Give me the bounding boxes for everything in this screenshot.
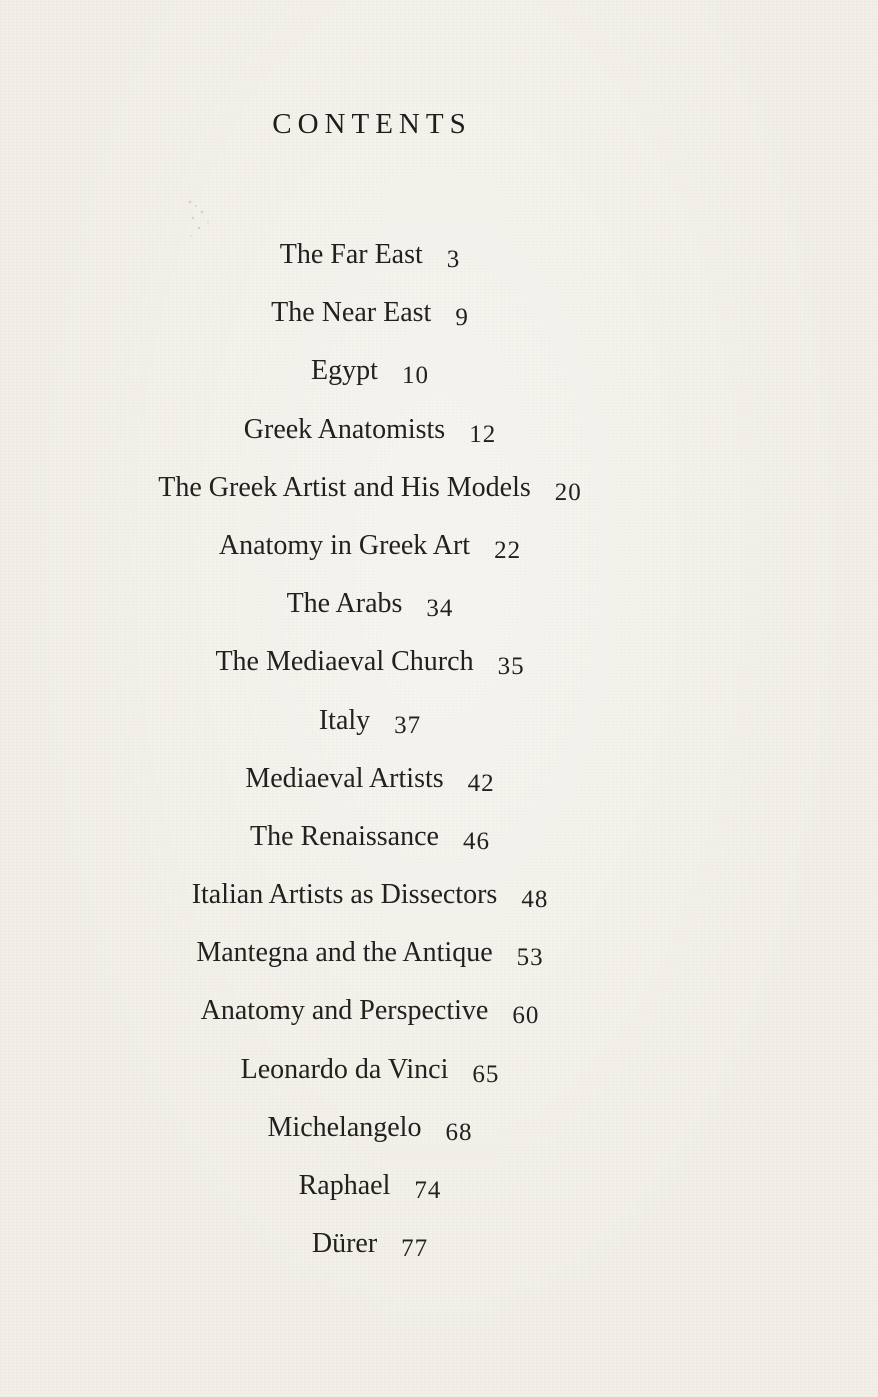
contents-heading: CONTENTS: [272, 108, 472, 140]
toc-entry-page: 20: [554, 478, 582, 506]
toc-entry: [0, 982, 740, 1040]
toc-entry-page: 74: [414, 1177, 442, 1204]
toc-entry: [0, 750, 740, 808]
toc-entry-title: Anatomy in Greek Art: [218, 529, 471, 561]
toc-entry-page: 77: [401, 1235, 429, 1263]
toc-entry-page: 68: [445, 1118, 473, 1146]
toc-entry-page: 37: [394, 711, 422, 739]
toc-entry-page: 10: [401, 362, 429, 390]
toc-entry-page: 46: [462, 827, 490, 855]
toc-entry-title: Raphael: [298, 1170, 391, 1201]
toc-entry-page: 22: [494, 536, 522, 564]
toc-entry: [0, 1041, 740, 1099]
toc-entry: [0, 459, 740, 517]
toc-entry-title: The Greek Artist and His Models: [158, 471, 531, 503]
toc-entry: [0, 1157, 740, 1215]
toc-entry: [0, 401, 740, 459]
toc-entry-page: 3: [446, 246, 461, 273]
toc-entry-title: Dürer: [311, 1228, 378, 1260]
toc-entry-page: 60: [512, 1002, 540, 1030]
toc-entry: [0, 808, 740, 866]
toc-entry: [0, 1215, 740, 1273]
toc-entry-title: Greek Anatomists: [243, 413, 446, 445]
toc-entry: [0, 226, 740, 284]
toc-entry-title: Leonardo da Vinci: [240, 1053, 449, 1085]
toc-entry-title: The Mediaeval Church: [215, 646, 474, 678]
toc-entry: [0, 517, 740, 575]
toc-entry: [0, 866, 740, 924]
table-of-contents: [0, 226, 740, 1273]
toc-entry-title: Mantegna and the Antique: [196, 937, 493, 969]
toc-entry: [0, 924, 740, 982]
toc-entry-page: 65: [472, 1060, 500, 1088]
toc-entry: [0, 633, 740, 691]
toc-entry-page: 9: [455, 304, 469, 332]
toc-entry-title: The Arabs: [286, 588, 403, 620]
toc-entry-title: Egypt: [311, 355, 378, 387]
toc-entry: [0, 575, 740, 633]
toc-entry-page: 34: [426, 595, 454, 623]
toc-entry-title: The Near East: [271, 297, 432, 329]
toc-entry-page: 12: [469, 420, 497, 448]
toc-entry-page: 35: [497, 653, 525, 681]
toc-entry: [0, 342, 740, 400]
toc-entry-title: Anatomy and Perspective: [200, 995, 489, 1027]
toc-entry: [0, 692, 740, 750]
toc-entry-page: 42: [467, 769, 495, 797]
toc-entry-title: The Renaissance: [250, 820, 439, 852]
toc-entry-title: Italy: [318, 704, 371, 736]
toc-entry-title: Mediaeval Artists: [245, 762, 444, 794]
toc-entry-title: The Far East: [279, 239, 423, 270]
toc-entry-title: Italian Artists as Dissectors: [191, 879, 498, 911]
toc-entry: [0, 1099, 740, 1157]
toc-entry-page: 48: [521, 886, 549, 914]
toc-entry: [0, 284, 740, 342]
toc-entry-page: 53: [516, 944, 544, 972]
toc-entry-title: Michelangelo: [267, 1111, 422, 1143]
